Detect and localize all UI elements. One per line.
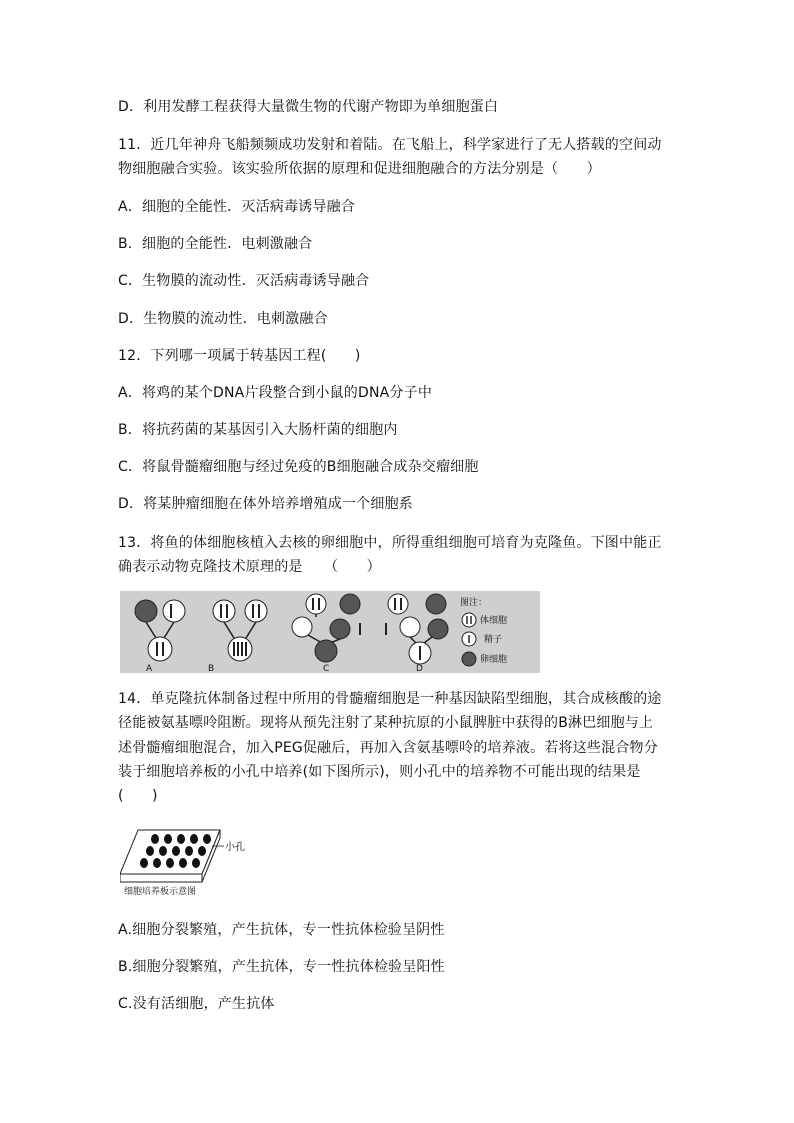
panel-label-b: B — [208, 664, 215, 673]
panel-label-a: A — [146, 664, 153, 673]
option-c-q12: C．将鼠骨髓瘤细胞与经过免疫的B细胞融合成杂交瘤细胞 — [118, 459, 479, 475]
culture-plate-figure — [120, 826, 250, 896]
question-14-line2: 径能被氨基嘌呤阻断。现将从预先注射了某种抗原的小鼠脾脏中获得的B淋巴细胞与上 — [118, 715, 654, 731]
question-14-line5: ( ) — [118, 788, 158, 804]
question-11-line2: 物细胞融合实验。该实验所依据的原理和促进细胞融合的方法分别是（ ） — [118, 161, 601, 177]
panel-label-c: C — [323, 664, 330, 673]
question-12: 12．下列哪一项属于转基因工程( ) — [118, 348, 361, 364]
option-b-q12: B．将抗药菌的某基因引入大肠杆菌的细胞内 — [118, 422, 398, 438]
plate-caption: 细胞培养板示意图 — [124, 887, 197, 896]
option-d-q10: D．利用发酵工程获得大量微生物的代谢产物即为单细胞蛋白 — [118, 99, 499, 115]
legend-title: 图注： — [460, 598, 488, 608]
cloning-figure — [120, 591, 540, 673]
panel-label-d: D — [416, 664, 423, 673]
option-d-q11: D．生物膜的流动性．电刺激融合 — [118, 311, 328, 327]
option-c-q11: C．生物膜的流动性．灭活病毒诱导融合 — [118, 273, 370, 289]
legend-somatic-cell: 体细胞 — [480, 616, 508, 626]
question-14-line1: 14．单克隆抗体制备过程中所用的骨髓瘤细胞是一种基因缺陷型细胞，其合成核酸的途 — [118, 691, 662, 707]
question-13-line2: 确表示动物克隆技术原理的是 （ ） — [118, 559, 381, 575]
legend-egg-cell: 卵细胞 — [480, 655, 508, 665]
option-a-q11: A．细胞的全能性．灭活病毒诱导融合 — [118, 199, 355, 215]
question-14-line4: 装于细胞培养板的小孔中培养(如下图所示)，则小孔中的培养物不可能出现的结果是 — [118, 764, 641, 780]
option-b-q11: B．细胞的全能性．电刺激融合 — [118, 236, 313, 252]
question-11-line1: 11．近几年神舟飞船频频成功发射和着陆。在飞船上，科学家进行了无人搭载的空间动 — [118, 137, 662, 153]
option-a-q14: A.细胞分裂繁殖，产生抗体，专一性抗体检验呈阴性 — [118, 922, 445, 938]
question-14-line3: 述骨髓瘤细胞混合，加入PEG促融后，再加入含氨基嘌呤的培养液。若将这些混合物分 — [118, 740, 658, 756]
option-b-q14: B.细胞分裂繁殖，产生抗体，专一性抗体检验呈阳性 — [118, 959, 445, 975]
option-a-q12: A．将鸡的某个DNA片段整合到小鼠的DNA分子中 — [118, 385, 433, 401]
legend-sperm: 精子 — [484, 635, 503, 645]
question-13-line1: 13．将鱼的体细胞核植入去核的卵细胞中，所得重组细胞可培育为克隆鱼。下图中能正 — [118, 535, 662, 551]
hole-label: 小孔 — [225, 842, 245, 853]
option-c-q14: C.没有活细胞，产生抗体 — [118, 996, 275, 1012]
option-d-q12: D．将某肿瘤细胞在体外培养增殖成一个细胞系 — [118, 496, 413, 512]
